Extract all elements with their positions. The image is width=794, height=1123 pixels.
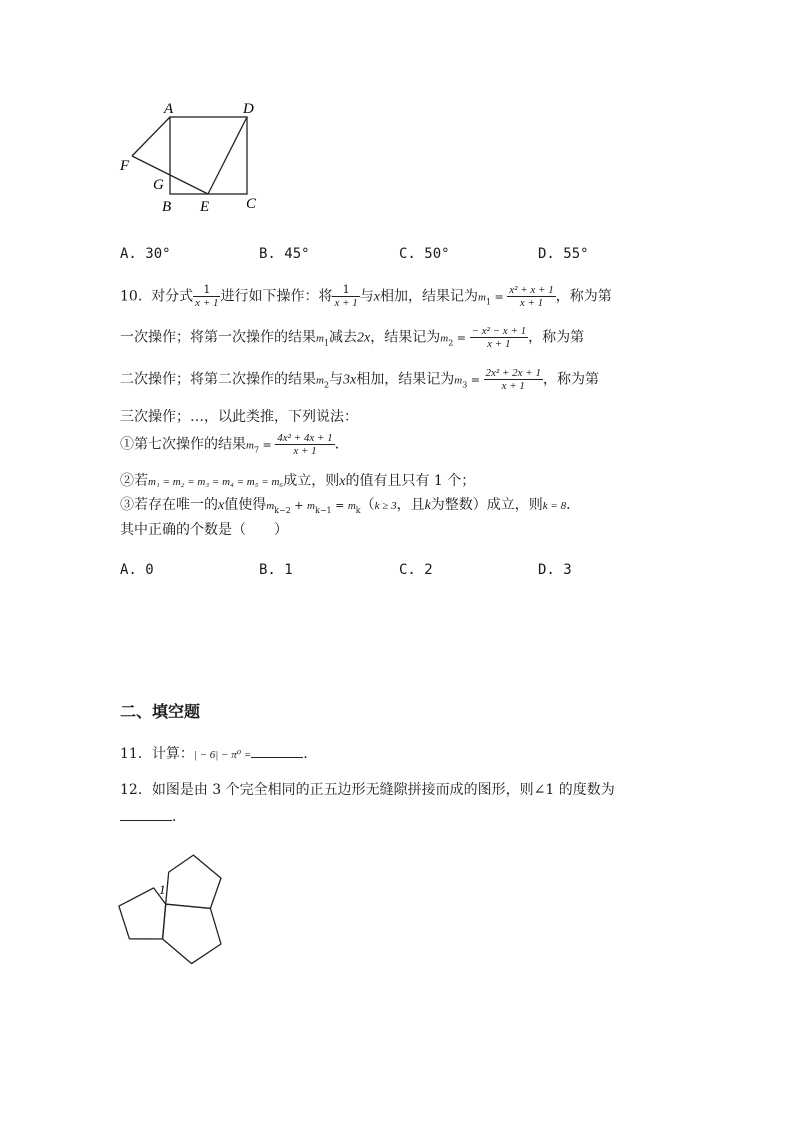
q10-question: 其中正确的个数是（ ） [120, 522, 288, 538]
q11-answer-blank[interactable] [251, 745, 303, 758]
q10-line-2: 一次操作；将第一次操作的结果$m_1$减去2x，结果记为$m_2$ = $\frac{\text{− x² − x + 1}}{x + 1}$ ，称为第 [120, 325, 585, 351]
q10-line-1: 10. 对分式 $\frac{1}{x + 1}$ 进行如下操作：将 $\frac{1}{x + 1}$ 与x相加，结果记为$m_1$ = $\frac{\text{x² + x + 1}}{x + 1}$ ，称为第 [120, 283, 612, 310]
q10-line-4: 三次操作；…，以此类推，下列说法： [120, 409, 358, 425]
label-C: C [246, 196, 257, 212]
q10-option-b[interactable]: B. 1 [259, 562, 293, 578]
label-D: D [243, 101, 254, 117]
q10-line-3: 二次操作；将第二次操作的结果$m_2$与3x相加，结果记为$m_3$ = $\frac{\text{2x² + 2x + 1}}{x + 1}$ ，称为第 [120, 367, 599, 393]
label-B: B [162, 199, 172, 215]
q11-line: 11．计算：| − 6| − π⁰ = ． [120, 746, 318, 762]
q10-statement-2: ②若m₁ = m₂ = m₃ = m₄ = m₅ = m₆成立，则x的值有且只有 1 个； [120, 473, 476, 489]
q12-line: 12．如图是由 3 个完全相同的正五边形无缝隙拼接而成的图形，则∠1 的度数为 [120, 782, 615, 798]
q9-option-c[interactable]: C. 50° [399, 246, 450, 262]
q10-option-a[interactable]: A. 0 [120, 562, 154, 578]
label-G: G [153, 177, 164, 193]
q10-statement-1: ①第七次操作的结果$m_7$ = $\frac{\text{4x² + 4x + 1}}{x + 1}$ ． [120, 432, 349, 458]
q10-statement-3: ③若存在唯一的x值使得$m_{k-2} + m_{k-1} = m_k(k \ge 3$，且k为整数）成立，则k = 8． [120, 497, 581, 515]
q12-answer-blank[interactable] [120, 808, 172, 821]
q9-option-b[interactable]: B. 45° [259, 246, 310, 262]
geometry-figure-square [112, 96, 272, 216]
pentagon-top-closed [166, 855, 221, 908]
label-A: A [164, 101, 174, 117]
label-E: E [200, 199, 210, 215]
q9-option-d[interactable]: D. 55° [538, 246, 589, 262]
label-F: F [120, 158, 130, 174]
pentagons-figure [112, 848, 236, 974]
fraction-1-over-x-plus-1: $\frac{1}{x + 1}$ [195, 283, 219, 310]
q12-answer-line: ． [120, 808, 186, 824]
q10-option-c[interactable]: C. 2 [399, 562, 433, 578]
angle-1-label: 1 [159, 882, 166, 897]
pentagon-bottom [163, 904, 221, 964]
section-heading: 二、填空题 [120, 702, 201, 721]
q9-option-a[interactable]: A. 30° [120, 246, 171, 262]
q10-option-d[interactable]: D. 3 [538, 562, 572, 578]
